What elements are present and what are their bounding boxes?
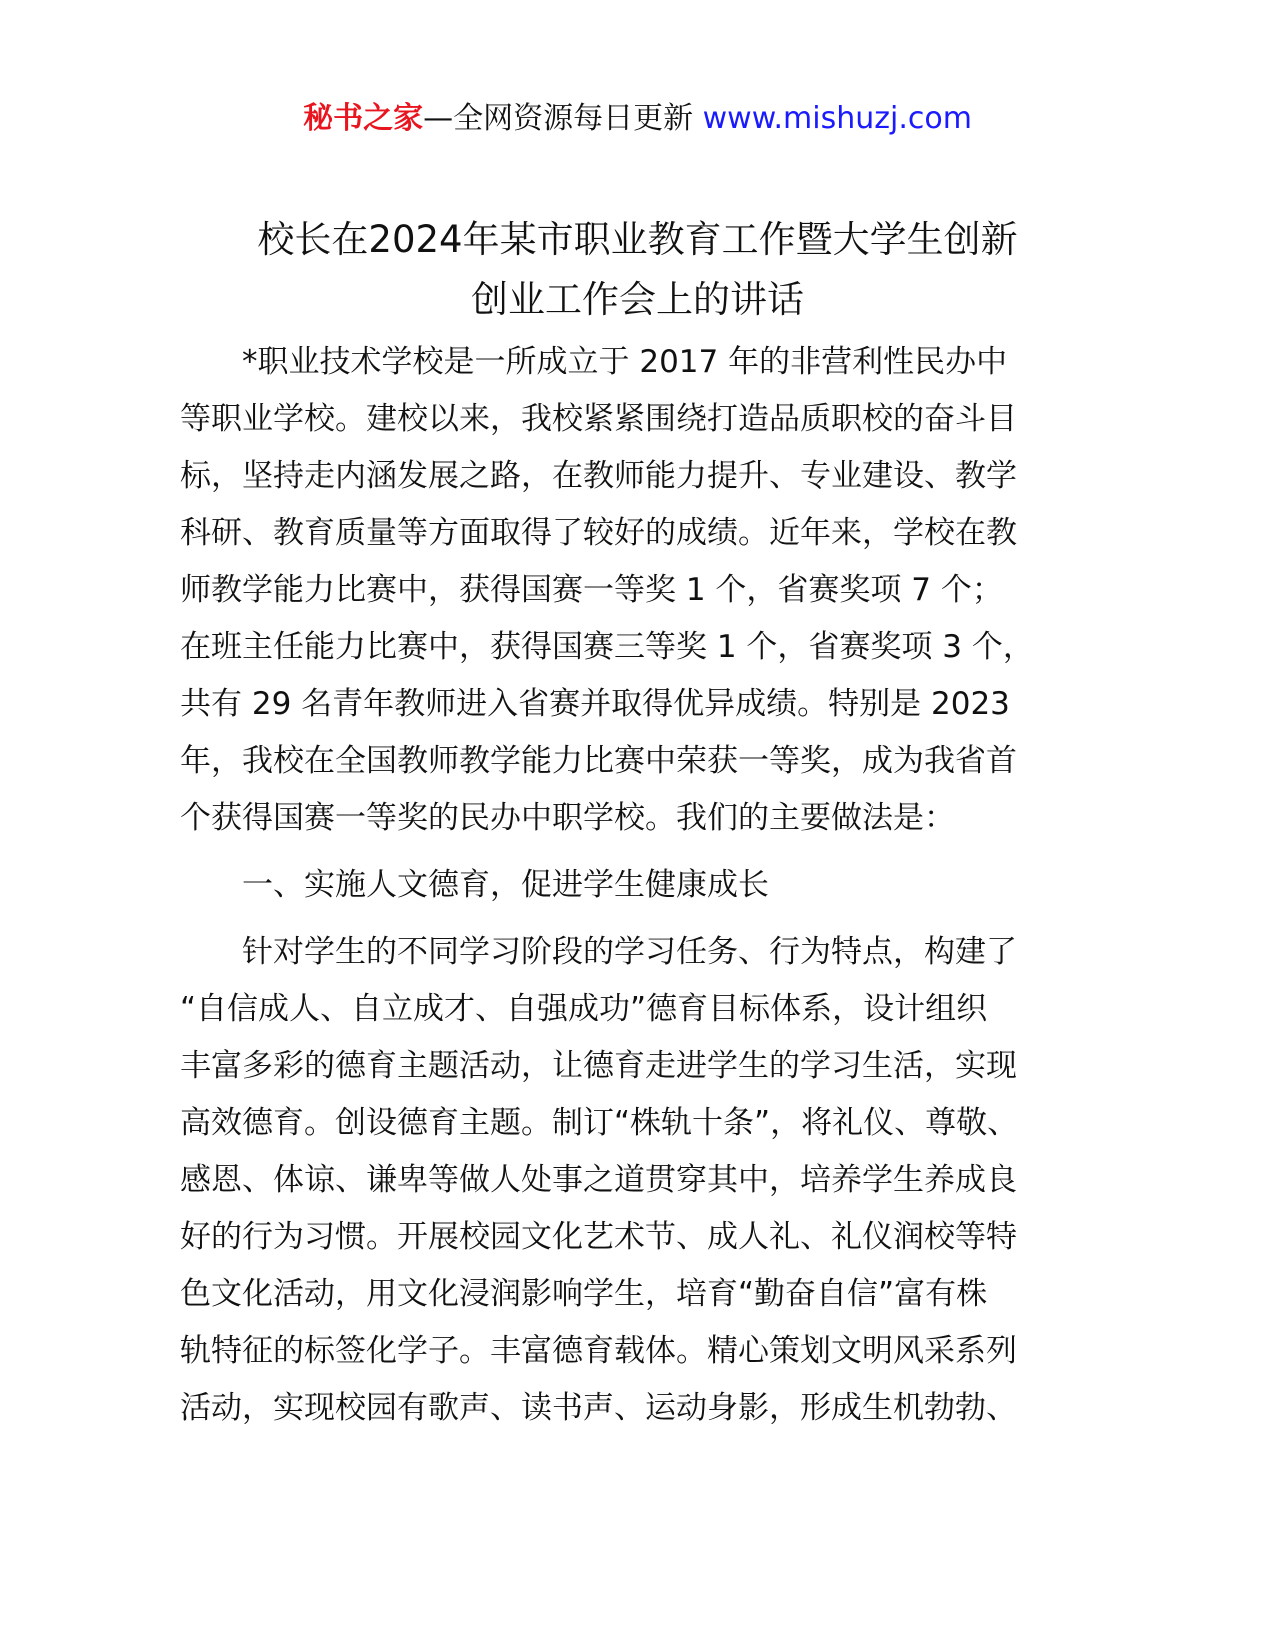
header-tagline: —全网资源每日更新 <box>423 101 703 136</box>
section-heading: 一、实施人文德育，促进学生健康成长 <box>180 867 769 903</box>
text-line: 标，坚持走内涵发展之路，在教师能力提升、专业建设、教学 <box>180 458 1017 494</box>
text-line: 感恩、体谅、谦卑等做人处事之道贯穿其中，培养学生养成良 <box>180 1162 1017 1198</box>
text-line: 在班主任能力比赛中，获得国赛三等奖 1 个，省赛奖项 3 个， <box>180 629 1034 665</box>
document-body <box>180 334 1080 1437</box>
text-line: *职业技术学校是一所成立于 2017 年的非营利性民办中 <box>180 344 1008 380</box>
brand-name: 秘书之家 <box>303 101 424 136</box>
text-line: 好的行为习惯。开展校园文化艺术节、成人礼、礼仪润校等特 <box>180 1219 1017 1255</box>
site-url-link[interactable]: www.mishuzj.com <box>702 101 972 136</box>
text-line: 轨特征的标签化学子。丰富德育载体。精心策划文明风采系列 <box>180 1333 1017 1369</box>
text-line: 科研、教育质量等方面取得了较好的成绩。近年来，学校在教 <box>180 515 1017 551</box>
paragraph-section-one <box>180 924 1080 1437</box>
text-line: 活动，实现校园有歌声、读书声、运动身影，形成生机勃勃、 <box>180 1390 1017 1426</box>
text-line: 高效德育。创设德育主题。制订“株轨十条”，将礼仪、尊敬、 <box>180 1105 1019 1141</box>
text-line: 共有 29 名青年教师进入省赛并取得优异成绩。特别是 2023 <box>180 686 1010 722</box>
text-line: 丰富多彩的德育主题活动，让德育走进学生的学习生活，实现 <box>180 1048 1017 1084</box>
text-line: 色文化活动，用文化浸润影响学生，培育“勤奋自信”富有株 <box>180 1276 988 1312</box>
document-title <box>0 210 1275 330</box>
text-line: 个获得国赛一等奖的民办中职学校。我们的主要做法是： <box>180 800 955 836</box>
paragraph-intro <box>180 334 1080 847</box>
text-line: “自信成人、自立成才、自强成功”德育目标体系，设计组织 <box>180 991 988 1027</box>
text-line: 年，我校在全国教师教学能力比赛中荣获一等奖，成为我省首 <box>180 743 1017 779</box>
title-line: 创业工作会上的讲话 <box>471 278 804 321</box>
text-line: 师教学能力比赛中，获得国赛一等奖 1 个，省赛奖项 7 个； <box>180 572 1003 608</box>
text-line: 针对学生的不同学习阶段的学习任务、行为特点，构建了 <box>180 934 1017 970</box>
site-header <box>0 94 1275 144</box>
text-line: 等职业学校。建校以来，我校紧紧围绕打造品质职校的奋斗目 <box>180 401 1017 437</box>
title-line: 校长在2024年某市职业教育工作暨大学生创新 <box>257 218 1018 261</box>
